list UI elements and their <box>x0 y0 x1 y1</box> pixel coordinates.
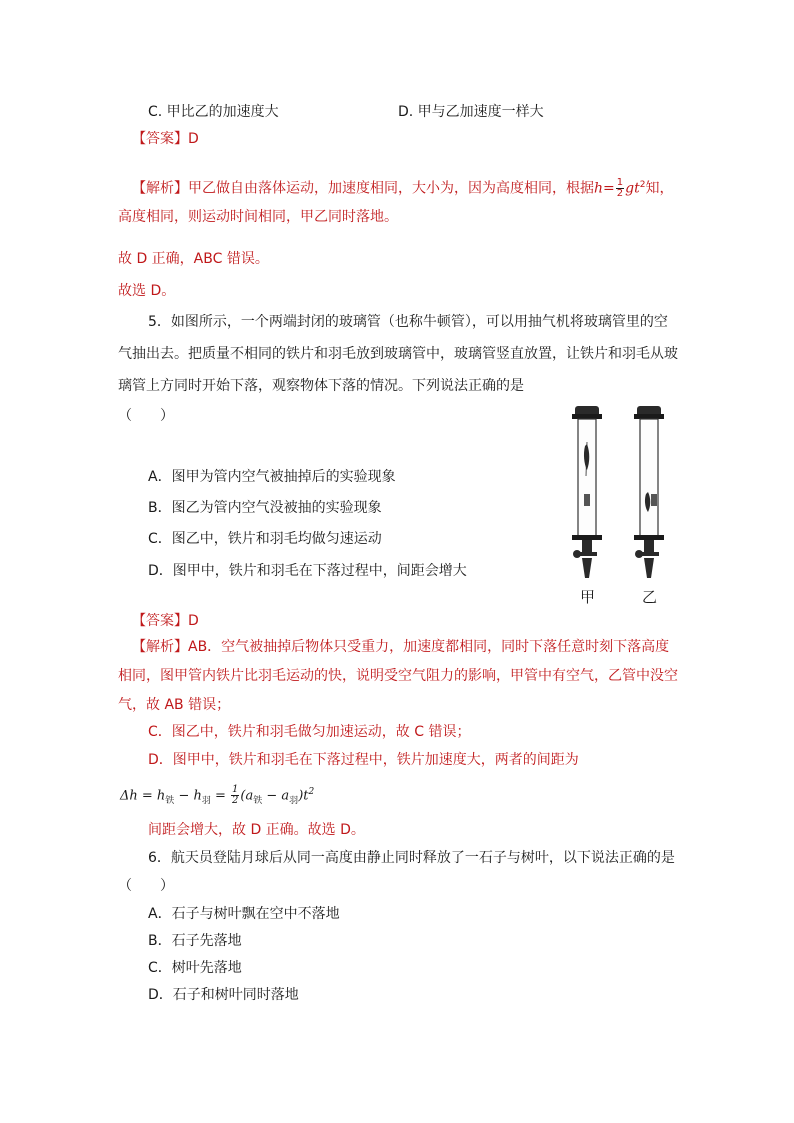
fraction-den: 2 <box>616 188 624 200</box>
formula-gt: gt <box>625 180 640 197</box>
newton-tube-figure <box>560 398 700 608</box>
q4-analysis-line-1 <box>132 175 673 199</box>
q4-option-c: C. 甲比乙的加速度大 <box>148 104 279 120</box>
formula-exp: 2 <box>308 787 315 797</box>
q6-option-b: B．石子先落地 <box>148 933 242 949</box>
formula-h: h <box>594 180 604 197</box>
q5-stem-line-3: 璃管上方同时开始下落，观察物体下落的情况。下列说法正确的是 <box>118 378 524 394</box>
formula-part: = <box>210 788 231 804</box>
formula-sub: 铁 <box>165 795 175 806</box>
q4-conclusion-1: 故 D 正确，ABC 错误。 <box>118 251 269 267</box>
analysis-text: 甲乙做自由落体运动，加速度相同，大小为，因为高度相同，根据 <box>188 180 594 197</box>
q5-analysis-line-4: C．图乙中，铁片和羽毛做匀加速运动，故 C 错误； <box>148 724 471 740</box>
q4-answer <box>132 129 199 149</box>
fraction-den: 2 <box>232 795 239 807</box>
analysis-label: 【解析】 <box>132 639 188 655</box>
formula-sub: 铁 <box>253 795 263 806</box>
formula-part: (a <box>240 788 254 804</box>
formula-sub: 羽 <box>201 795 211 806</box>
fraction-num: 1 <box>616 177 624 189</box>
answer-value: D <box>188 131 199 147</box>
tube-right <box>634 406 664 578</box>
q5-analysis-line-5: D．图甲中，铁片和羽毛在下落过程中，铁片加速度大，两者的间距为 <box>148 752 579 768</box>
iron-piece-icon <box>651 494 657 506</box>
q6-option-a: A．石子与树叶飘在空中不落地 <box>148 906 340 922</box>
formula-part: − a <box>262 788 290 804</box>
iron-piece-icon <box>584 494 590 506</box>
q6-option-d: D．石子和树叶同时落地 <box>148 987 299 1003</box>
formula-fraction <box>616 178 624 199</box>
formula-eq: = <box>603 180 615 197</box>
valve-icon <box>582 540 592 552</box>
q4-analysis-line-2: 高度相同，则运动时间相同，甲乙同时落地。 <box>118 209 398 225</box>
q4-option-d: D. 甲与乙加速度一样大 <box>398 104 544 120</box>
q5-stem-line-2: 气抽出去。把质量不相同的铁片和羽毛放到玻璃管中，玻璃管竖直放置，让铁片和羽毛从玻 <box>118 346 678 362</box>
valve-icon <box>644 540 654 552</box>
q5-paren: （ ） <box>118 408 174 424</box>
q5-analysis-line-2: 相同，图甲管内铁片比羽毛运动的快，说明受空气阻力的影响，甲管中有空气，乙管中没空 <box>118 668 678 684</box>
figure-label-jia: 甲 <box>580 588 596 606</box>
formula-part: Δh = h <box>120 788 166 804</box>
q6-stem-line-1: 6．航天员登陆月球后从同一高度由静止同时释放了一石子与树叶，以下说法正确的是 <box>148 850 675 866</box>
q5-answer <box>132 611 199 631</box>
answer-label: 【答案】 <box>132 131 188 147</box>
formula-fraction <box>231 785 239 806</box>
analysis-label: 【解析】 <box>132 180 188 197</box>
q5-analysis-line-6: 间距会增大，故 D 正确。故选 D。 <box>148 822 365 838</box>
tube-left <box>572 406 602 578</box>
fraction-num: 1 <box>232 784 239 796</box>
analysis-text-tail: 知， <box>645 180 674 197</box>
q6-paren: （ ） <box>118 878 174 894</box>
q5-formula <box>120 782 314 811</box>
figure-label-yi: 乙 <box>642 588 658 606</box>
formula-part: − h <box>174 788 202 804</box>
answer-label: 【答案】 <box>132 613 188 629</box>
q6-option-c: C．树叶先落地 <box>148 960 242 976</box>
q5-stem-line-1: 5．如图所示，一个两端封闭的玻璃管（也称牛顿管），可以用抽气机将玻璃管里的空 <box>148 314 668 330</box>
q5-option-b: B．图乙为管内空气没被抽的实验现象 <box>148 500 382 516</box>
analysis-text: AB．空气被抽掉后物体只受重力，加速度都相同，同时下落任意时刻下落高度 <box>188 639 670 655</box>
q5-analysis-line-3: 气，故 AB 错误； <box>118 697 231 713</box>
q4-conclusion-2: 故选 D。 <box>118 283 176 299</box>
q5-analysis-line-1 <box>132 637 669 657</box>
answer-value: D <box>188 613 199 629</box>
q5-option-d: D．图甲中，铁片和羽毛在下落过程中，间距会增大 <box>148 563 467 579</box>
formula-part: )t <box>298 788 309 804</box>
q5-option-c: C．图乙中，铁片和羽毛均做匀速运动 <box>148 531 382 547</box>
formula-exp: 2 <box>639 180 646 190</box>
formula-sub: 羽 <box>289 795 299 806</box>
q5-option-a: A．图甲为管内空气被抽掉后的实验现象 <box>148 469 396 485</box>
